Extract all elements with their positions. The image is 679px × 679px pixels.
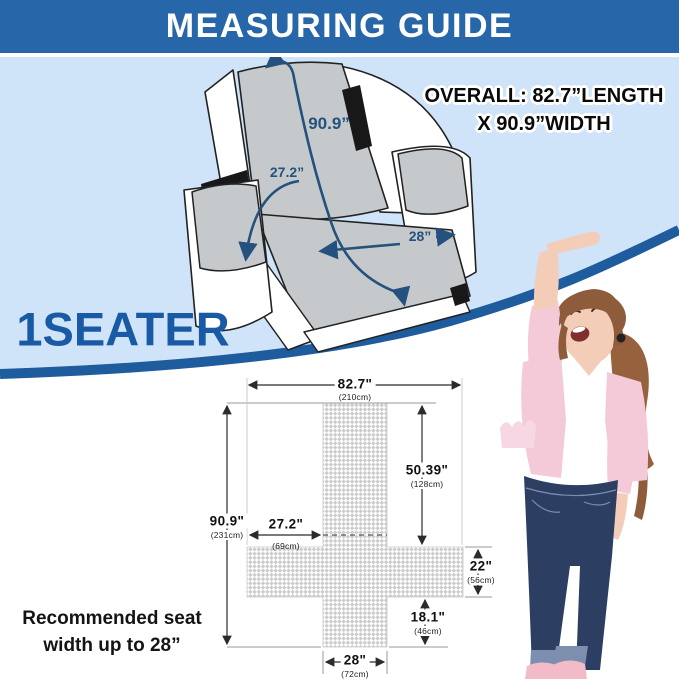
chair-back-length-label: 90.9” — [308, 114, 350, 133]
seat-width-cm: (72cm) — [338, 669, 372, 679]
header-banner — [0, 0, 679, 57]
total-length-cm: (231cm) — [208, 530, 247, 540]
front-drop-value: 18.1" — [408, 610, 449, 625]
flat-cover-diagram — [227, 378, 492, 674]
overall-dimensions-text — [425, 82, 664, 138]
total-width-cm: (210cm) — [336, 392, 375, 402]
back-length-cm: (128cm) — [408, 479, 447, 489]
front-drop-cm: (46cm) — [411, 626, 445, 636]
recommend-line1: Recommended seat — [22, 608, 202, 629]
chair-arm-width-label: 27.2” — [269, 164, 305, 180]
overall-line2: X 90.9”WIDTH — [477, 113, 611, 135]
total-width-value: 82.7" — [335, 377, 376, 392]
side-height-cm: (56cm) — [464, 575, 498, 585]
seat-width-value: 28" — [341, 653, 370, 668]
overall-line1: OVERALL: 82.7”LENGTH — [424, 85, 664, 107]
recommended-seat-note — [22, 605, 202, 659]
banner-title: MEASURING GUIDE — [165, 7, 514, 45]
chair-seat-width-label: 28” — [408, 228, 432, 244]
arm-length-cm: (69cm) — [272, 541, 300, 551]
arm-length-value: 27.2" — [268, 516, 304, 532]
total-length-value: 90.9" — [207, 514, 248, 529]
recommend-line2: width up to 28” — [43, 635, 181, 656]
back-length-value: 50.39" — [403, 463, 452, 478]
side-height-value: 22" — [467, 559, 496, 574]
size-label: 1SEATER — [16, 302, 230, 356]
